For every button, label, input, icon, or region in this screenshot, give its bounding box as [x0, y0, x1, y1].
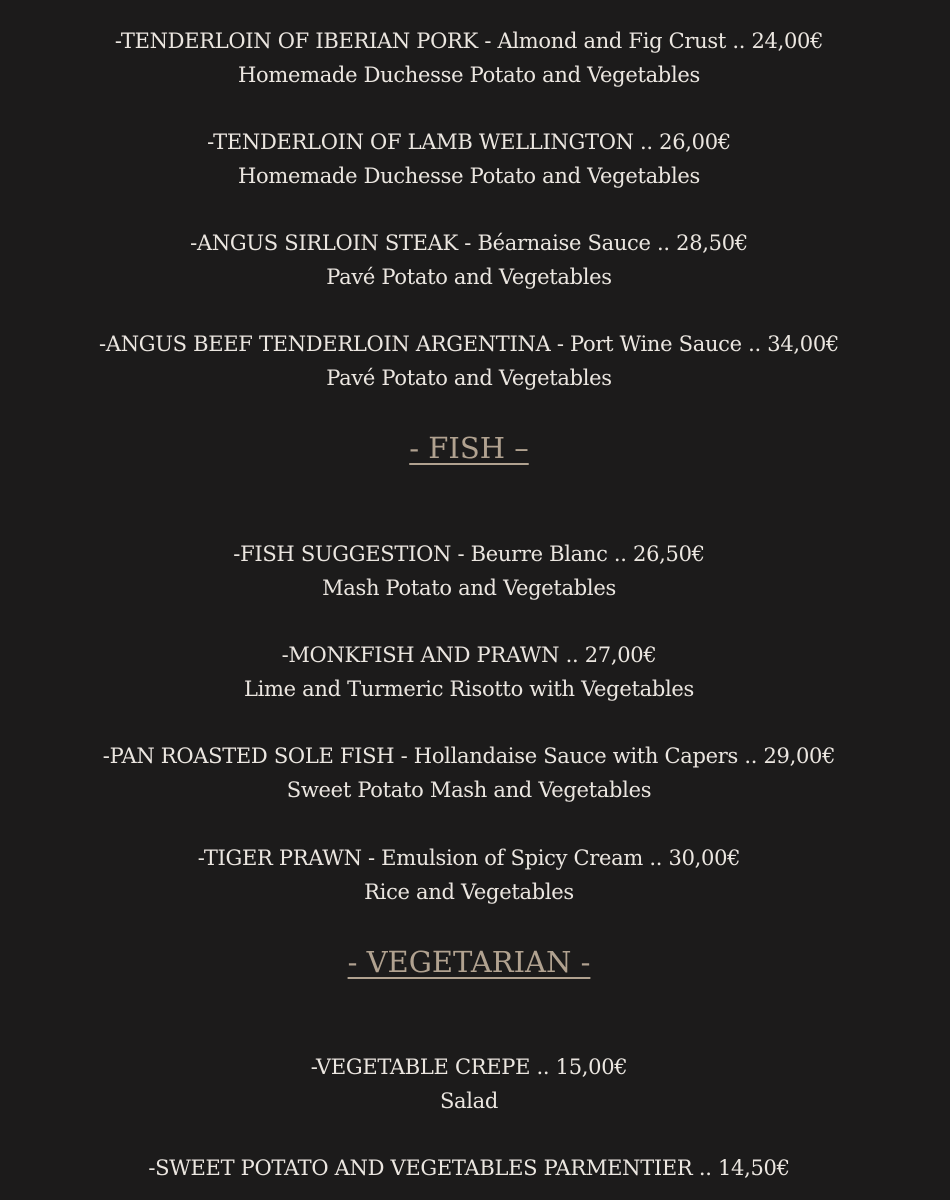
dish-title: -TENDERLOIN OF LAMB WELLINGTON .. 26,00€ — [207, 130, 731, 154]
dish-side: Sweet Potato Mash and Vegetables — [286, 778, 652, 802]
dish-side: Lime and Turmeric Risotto with Vegetables — [244, 677, 694, 701]
section-heading-vegetarian: - VEGETARIAN - — [347, 945, 591, 979]
section-heading-fish: - FISH – — [409, 431, 529, 465]
dish-side: Pavé Potato and Vegetables — [326, 265, 612, 289]
dish-side: Pavé Potato and Vegetables — [326, 366, 612, 390]
dish-title: -VEGETABLE CREPE .. 15,00€ — [310, 1055, 628, 1079]
dish-title: -PAN ROASTED SOLE FISH - Hollandaise Sauce with Capers .. 29,00€ — [102, 744, 836, 768]
dish-title: -SWEET POTATO AND VEGETABLES PARMENTIER .. 14,50€ — [148, 1156, 790, 1180]
dish-title: -ANGUS SIRLOIN STEAK - Béarnaise Sauce .. 28,50€ — [190, 231, 748, 255]
dish-side: Homemade Duchesse Potato and Vegetables — [238, 164, 700, 188]
dish-side: Mash Potato and Vegetables — [322, 576, 616, 600]
dish-side: Salad — [439, 1089, 499, 1113]
dish-title: -TIGER PRAWN - Emulsion of Spicy Cream .. 30,00€ — [197, 846, 741, 870]
dish-side: Rice and Vegetables — [364, 880, 574, 904]
dish-side: Homemade Duchesse Potato and Vegetables — [238, 63, 700, 87]
dish-title: -MONKFISH AND PRAWN .. 27,00€ — [281, 643, 657, 667]
dish-title: -TENDERLOIN OF IBERIAN PORK - Almond and Fig Crust .. 24,00€ — [114, 29, 824, 53]
dish-title: -ANGUS BEEF TENDERLOIN ARGENTINA - Port Wine Sauce .. 34,00€ — [99, 332, 839, 356]
dish-title: -FISH SUGGESTION - Beurre Blanc .. 26,50€ — [233, 542, 705, 566]
